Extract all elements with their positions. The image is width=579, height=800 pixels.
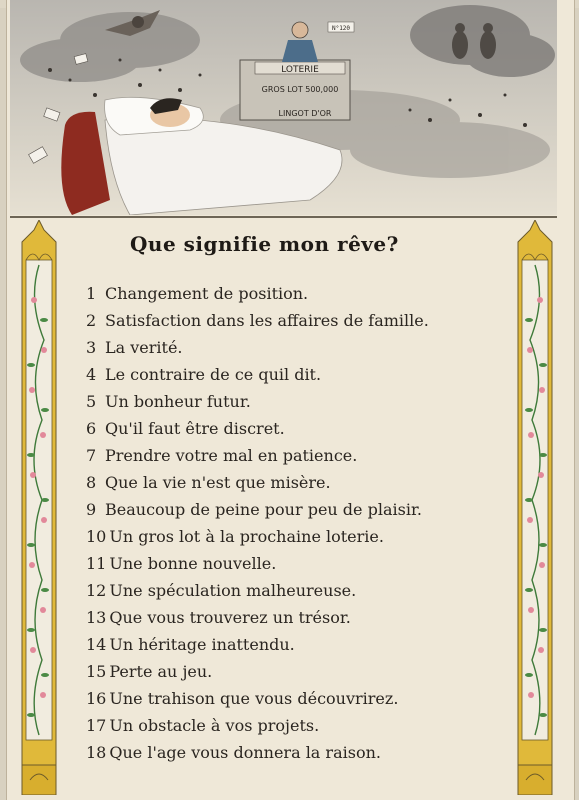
item-text: Beaucoup de peine pour peu de plaisir.	[105, 500, 422, 519]
dream-illustration	[10, 0, 557, 215]
item-text: Une bonne nouvelle.	[109, 554, 277, 573]
item-text: La verité.	[105, 338, 183, 357]
item-text: Qu'il faut être discret.	[105, 419, 285, 438]
lottery-sign-line2: GROS LOT 500,000	[261, 85, 339, 94]
item-text: Un obstacle à vos projets.	[109, 716, 320, 735]
item-text: Un bonheur futur.	[105, 392, 251, 411]
item-number: 16	[86, 689, 107, 708]
item-number: 15	[86, 662, 107, 681]
item-text: Que vous trouverez un trésor.	[109, 608, 351, 627]
item-number: 6	[86, 419, 97, 438]
dream-meaning-list	[86, 280, 496, 766]
list-item	[86, 712, 496, 739]
item-number: 4	[86, 365, 97, 384]
item-number: 17	[86, 716, 107, 735]
item-number: 12	[86, 581, 107, 600]
item-number: 7	[86, 446, 97, 465]
item-text: Que l'age vous donnera la raison.	[109, 743, 381, 762]
list-item	[86, 685, 496, 712]
list-item	[86, 415, 496, 442]
list-item	[86, 658, 496, 685]
item-number: 18	[86, 743, 107, 762]
lottery-ticket-number: N°120	[331, 25, 351, 32]
lottery-sign-line1: LOTERIE	[281, 65, 319, 75]
item-number: 3	[86, 338, 97, 357]
item-number: 10	[86, 527, 107, 546]
scene-divider	[10, 216, 557, 218]
right-gothic-pillar	[512, 220, 558, 795]
list-item	[86, 604, 496, 631]
item-text: Perte au jeu.	[109, 662, 213, 681]
lottery-sign-line3: LINGOT D'OR	[278, 109, 332, 118]
list-item	[86, 388, 496, 415]
list-item	[86, 631, 496, 658]
list-item	[86, 577, 496, 604]
item-number: 13	[86, 608, 107, 627]
list-item	[86, 523, 496, 550]
item-number: 5	[86, 392, 97, 411]
list-item	[86, 280, 496, 307]
item-text: Un gros lot à la prochaine loterie.	[109, 527, 384, 546]
item-number: 8	[86, 473, 97, 492]
item-text: Une spéculation malheureuse.	[109, 581, 357, 600]
list-item	[86, 334, 496, 361]
item-text: Que la vie n'est que misère.	[105, 473, 331, 492]
list-item	[86, 496, 496, 523]
item-number: 9	[86, 500, 97, 519]
item-text: Un héritage inattendu.	[109, 635, 295, 654]
list-item	[86, 550, 496, 577]
item-number: 11	[86, 554, 107, 573]
item-text: Changement de position.	[105, 284, 309, 303]
list-item	[86, 307, 496, 334]
item-text: Une trahison que vous découvrirez.	[109, 689, 399, 708]
item-text: Prendre votre mal en patience.	[105, 446, 358, 465]
item-number: 2	[86, 311, 97, 330]
list-item	[86, 739, 496, 766]
list-item	[86, 442, 496, 469]
left-gothic-pillar	[16, 220, 62, 795]
list-item	[86, 469, 496, 496]
item-text: Le contraire de ce quil dit.	[105, 365, 322, 384]
list-item	[86, 361, 496, 388]
item-number: 1	[86, 284, 97, 303]
item-text: Satisfaction dans les affaires de famille.	[105, 311, 429, 330]
item-number: 14	[86, 635, 107, 654]
page-title: Que signifie mon rêve?	[130, 232, 399, 256]
